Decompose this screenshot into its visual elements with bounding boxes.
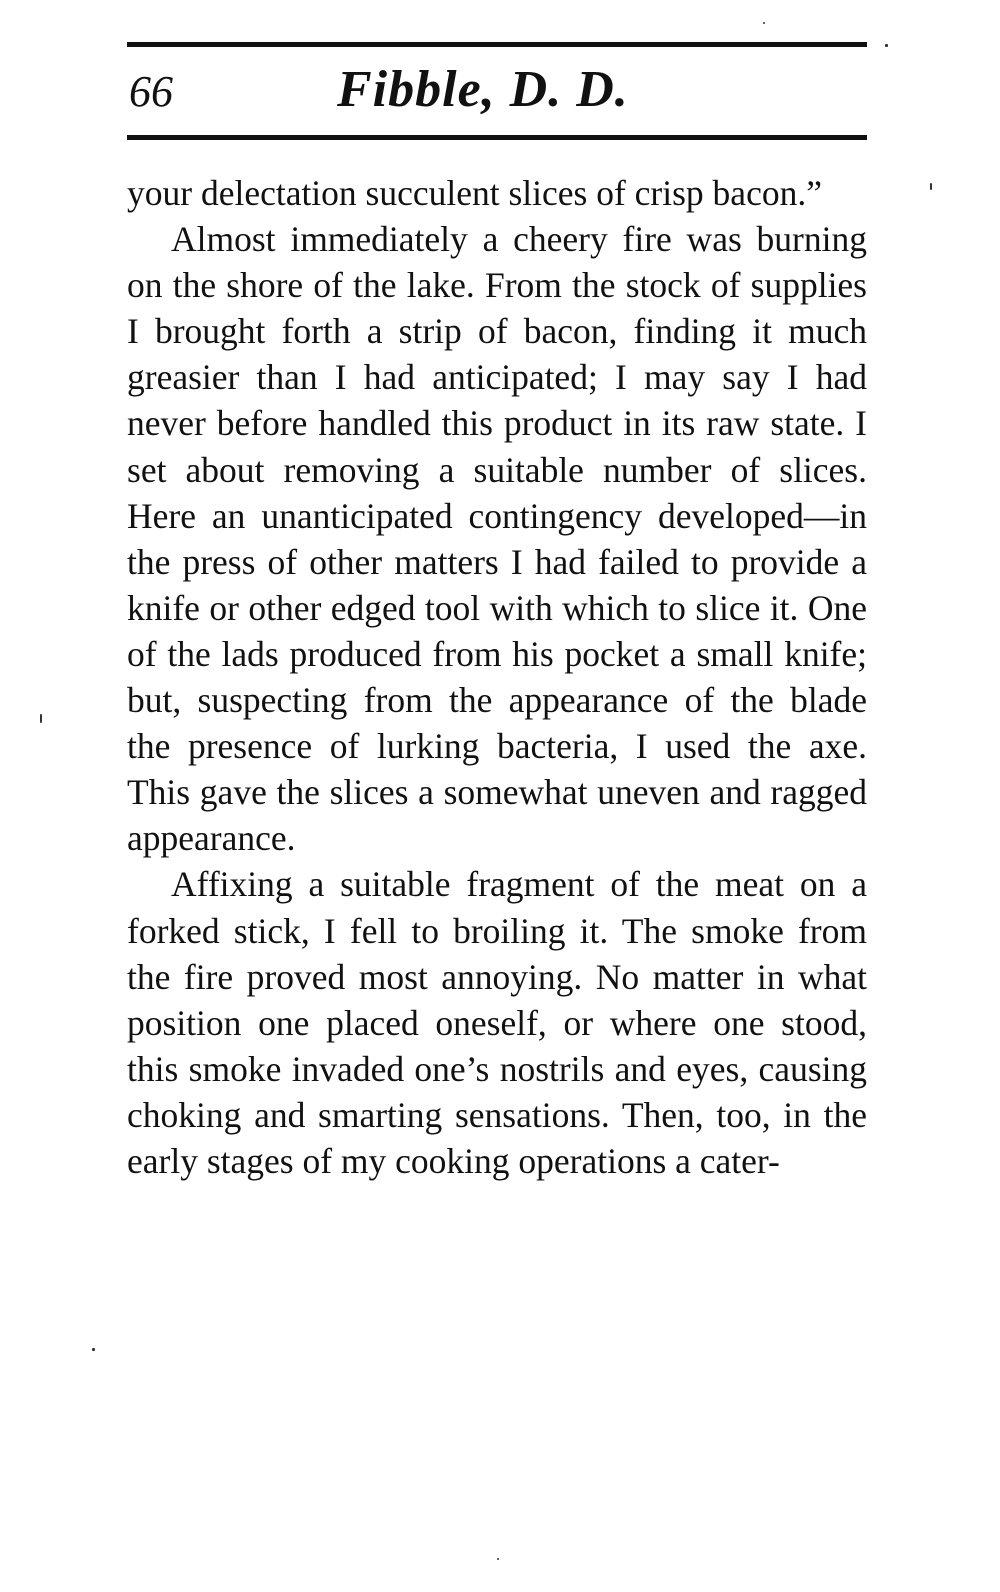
paragraph-1: your delectation succulent slices of crisp bacon.” [127, 173, 822, 213]
scan-speck [40, 714, 42, 723]
scan-speck [497, 1558, 499, 1560]
header-top-rule [127, 42, 867, 47]
scan-speck [92, 1348, 95, 1351]
page-number: 66 [129, 67, 173, 116]
body-text [127, 170, 867, 1184]
scan-speck [930, 183, 932, 190]
header-bottom-rule [127, 135, 867, 140]
book-page [127, 0, 867, 1592]
running-title: Fibble, D. D. [337, 61, 629, 118]
scan-speck [885, 44, 888, 47]
paragraph-2: Almost immediately a cheery fire was burning on the shore of the lake. From the stock of supplies I brought forth a strip of bacon, finding it much greasier than I had anticipated; I may say I had never before handled this product in its raw state. I set about removing a suitable number of slices. Here an unanticipated contingency developed—in the press of other matters I had failed to provide a knife or other edged tool with which to slice it. One of the lads produced from his pocket a small knife; but, suspecting from the appearance of the blade the presence of lurking bacteria, I used the axe. This gave the slices a somewhat uneven and ragged appearance. [127, 219, 867, 859]
page-header [127, 60, 867, 130]
paragraph-3: Affixing a suitable fragment of the meat on a forked stick, I fell to broiling it. The smoke from the fire proved most annoying. No matter in what position one placed oneself, or where one stood, this smoke invaded one’s nostrils and eyes, causing choking and smarting sensations. Then, too, in the early stages of my cooking operations a cater- [127, 864, 867, 1181]
scan-speck [763, 22, 765, 24]
